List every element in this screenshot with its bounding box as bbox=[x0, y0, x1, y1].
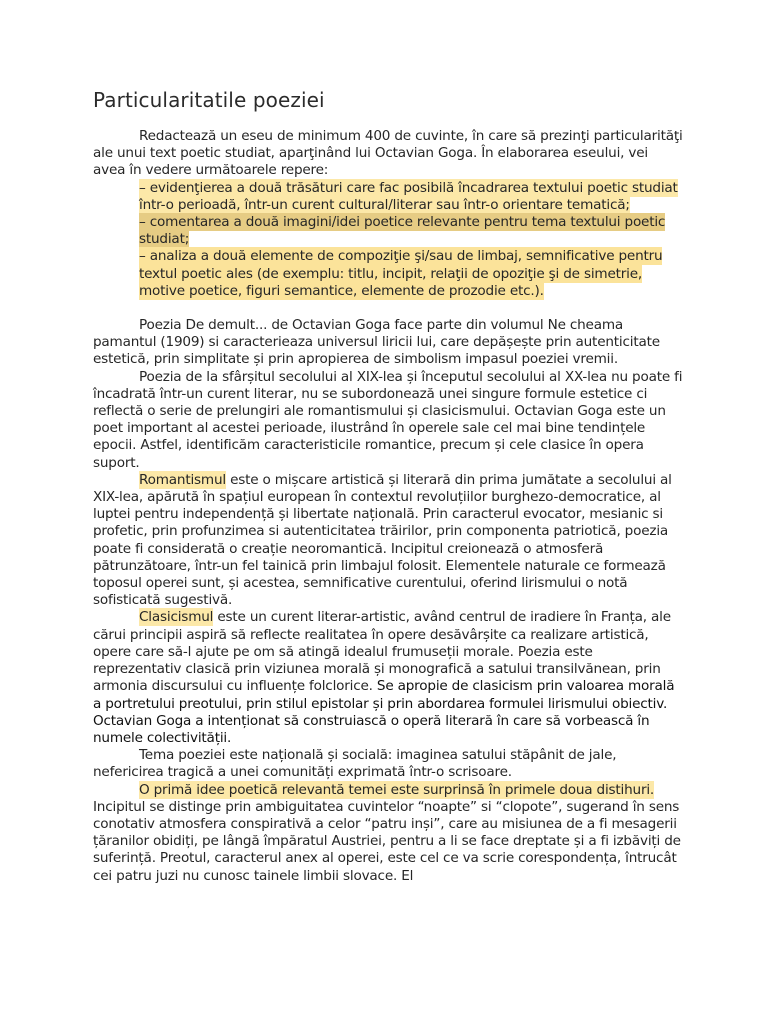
paragraph-gap bbox=[93, 300, 683, 317]
task-item-2-text: – comentarea a două imagini/idei poetice relevante pentru tema textului poetic studiat; bbox=[139, 214, 666, 248]
task-requirements-list bbox=[93, 180, 683, 300]
document-body bbox=[93, 128, 683, 885]
paragraph-6 bbox=[93, 782, 683, 885]
page-title: Particularitatile poeziei bbox=[93, 88, 325, 112]
paragraph-6-text: Incipitul se distinge prin ambiguitatea cuvintelor “noapte” si “clopote”, sugerand în sens conotativ atmosfera conspirativă a celor “patru inși”, care au misiunea de a fi mesagerii țăranilor obidiți, pe lângă împăratul Austriei, pentru a li se face dreptate și a fi izbăviți de suferință. Preotul, caracterul anex al operei, este cel ce va scrie corespondența, întrucât cei patru juzi nu cunosc tainele limbii slovace. El bbox=[93, 798, 681, 884]
paragraph-4-text: este un curent literar-artistic, având centrul de iradiere în Franța, ale cărui principii aspiră să reflecte realitatea în opere desăvârșite ca realizare artistică, opere care să-l ajute pe om să atingă idealul frumuseții morale. Poezia este reprezentativ clasică prin viziunea morală și monografică a satului transilvănean, prin armonia discursului cu influențe folclorice. bbox=[93, 609, 671, 695]
first-idea-highlight: O primă idee poetică relevantă temei este surprinsă în primele doua distihuri. bbox=[139, 781, 655, 798]
task-intro: Redactează un eseu de minimum 400 de cuvinte, în care să prezinţi particularităţi ale unui text poetic studiat, aparţinând lui Octavian Goga. În elaborarea eseului, vei avea în vedere următoarele repere: bbox=[93, 128, 683, 179]
clasicism-highlight: Clasicismul bbox=[139, 609, 214, 626]
paragraph-4 bbox=[93, 609, 683, 747]
paragraph-3-text: este o mișcare artistică și literară din prima jumătate a secolului al XIX-lea, apărută în spațiul european în contextul revoluțiilor burghezo-democratice, al luptei pentru independență și libertate națională. Prin caracterul evocator, mesianic si profetic, prin profunzimea si autenticitatea trăirilor, prin componenta patriotică, poezia poate fi considerată o creație neoromantică. Incipitul creionează o atmosferă pătrunzătoare, într-un fel tainică prin limbajul folosit. Elementele naturale ce formează toposul operei sunt, și acestea, semnificative curentului, oferind lirismului o notă sofisticată sugestivă. bbox=[93, 471, 672, 609]
paragraph-4-emphasis: Se apropie de clasicism prin valoarea morală a portretului preotului, prin stilul epistolar și prin abordarea formulei lirismului obiectiv. Octavian Goga a intenționat să construiască o operă literară în care să vorbească în numele colectivității. bbox=[93, 678, 675, 746]
paragraph-5: Tema poeziei este națională și socială: imaginea satului stăpânit de jale, nefericirea tragică a unei comunități exprimată într-o scrisoare. bbox=[93, 747, 617, 781]
task-item-3 bbox=[139, 248, 683, 300]
paragraph-1: Poezia De demult... de Octavian Goga face parte din volumul Ne cheama pamantul (1909) si caracterieaza universul liricii lui, care depășește prin autenticitate estetică, prin simplitate și prin apropierea de simbolism impasul poeziei vremii. bbox=[93, 317, 660, 368]
task-item-1-text: – evidenţierea a două trăsături care fac posibilă încadrarea textului poetic studiat într-o perioadă, într-un curent cultural/literar sau într-o orientare tematică; bbox=[139, 179, 678, 213]
task-item-1 bbox=[139, 180, 683, 214]
task-item-2 bbox=[139, 214, 683, 248]
romantism-highlight: Romantismul bbox=[139, 471, 226, 488]
task-item-3-text: – analiza a două elemente de compoziţie şi/sau de limbaj, semnificative pentru textul poetic ales (de exemplu: titlu, incipit, relaţii de opoziţie şi de simetrie, motive poetice, figuri semantice, elemente de prozodie etc.). bbox=[139, 248, 663, 299]
paragraph-2: Poezia de la sfârșitul secolului al XIX-lea și începutul secolului al XX-lea nu poate fi încadrată într-un curent literar, nu se subordonează unei singure formule estetice ci reflectă o serie de prelungiri ale romantismului și clasicismului. Octavian Goga este un poet important al acestei perioade, ilustrând în operele sale cel mai bine tendințele epocii. Astfel, identificăm caracteristicile romantice, precum și cele clasice în opera suport. bbox=[93, 368, 683, 471]
paragraph-3 bbox=[93, 472, 683, 610]
